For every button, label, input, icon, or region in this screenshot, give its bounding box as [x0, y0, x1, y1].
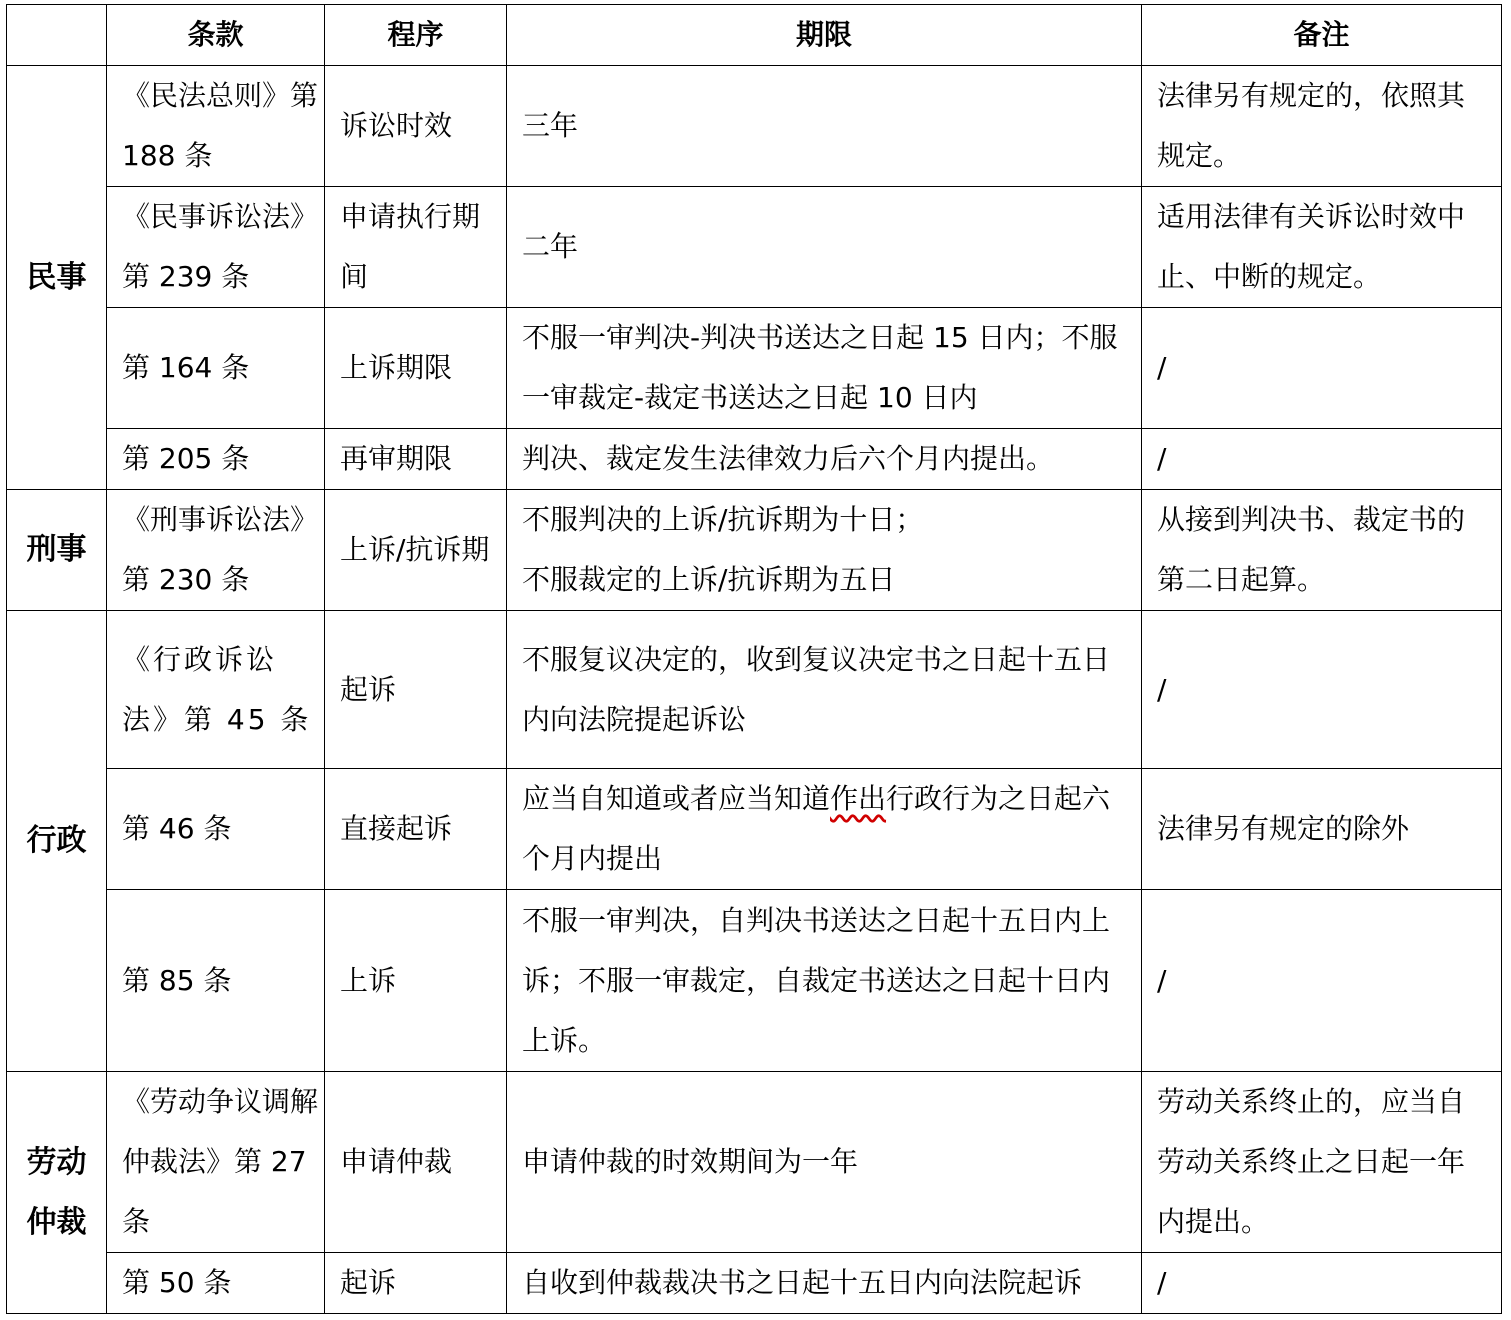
category-civil: 民事 — [7, 66, 107, 490]
note-cell: 劳动关系终止的，应当自劳动关系终止之日起一年内提出。 — [1142, 1072, 1502, 1253]
note-cell: 法律另有规定的除外 — [1142, 769, 1502, 890]
category-labor: 劳动仲裁 — [7, 1072, 107, 1314]
table-row — [7, 890, 1502, 1072]
clause-cell: 第 46 条 — [107, 769, 325, 890]
table-row — [7, 611, 1502, 769]
procedure-cell: 起诉 — [325, 611, 507, 769]
table-row — [7, 429, 1502, 490]
procedure-cell: 上诉期限 — [325, 308, 507, 429]
clause-cell: 《刑事诉讼法》第 230 条 — [107, 490, 325, 611]
table-row — [7, 1253, 1502, 1314]
clause-cell: 《行政诉讼法》第 45 条 — [107, 611, 325, 769]
period-cell: 自收到仲裁裁决书之日起十五日内向法院起诉 — [507, 1253, 1142, 1314]
header-clause: 条款 — [107, 5, 325, 66]
note-cell: 法律另有规定的，依照其规定。 — [1142, 66, 1502, 187]
clause-cell: 《民法总则》第 188 条 — [107, 66, 325, 187]
period-text: 行政行为之日起六个月内提出 — [522, 782, 1111, 875]
period-cell — [507, 769, 1142, 890]
period-cell: 不服一审判决-判决书送达之日起 15 日内；不服一审裁定-裁定书送达之日起 10 日内 — [507, 308, 1142, 429]
period-cell: 申请仲裁的时效期间为一年 — [507, 1072, 1142, 1253]
procedure-cell: 直接起诉 — [325, 769, 507, 890]
procedure-cell: 诉讼时效 — [325, 66, 507, 187]
procedure-cell: 再审期限 — [325, 429, 507, 490]
note-cell: / — [1142, 1253, 1502, 1314]
period-cell: 不服一审判决，自判决书送达之日起十五日内上诉；不服一审裁定，自裁定书送达之日起十日内上诉。 — [507, 890, 1142, 1072]
table-row — [7, 490, 1502, 611]
period-cell: 不服复议决定的，收到复议决定书之日起十五日内向法院提起诉讼 — [507, 611, 1142, 769]
note-cell: / — [1142, 308, 1502, 429]
category-admin: 行政 — [7, 611, 107, 1072]
table-row — [7, 1072, 1502, 1253]
period-cell: 判决、裁定发生法律效力后六个月内提出。 — [507, 429, 1142, 490]
period-cell: 三年 — [507, 66, 1142, 187]
procedure-cell: 申请执行期间 — [325, 187, 507, 308]
header-row — [7, 5, 1502, 66]
period-line: 不服判决的上诉/抗诉期为十日； — [522, 503, 924, 536]
clause-cell: 第 85 条 — [107, 890, 325, 1072]
note-cell: / — [1142, 429, 1502, 490]
note-cell: 适用法律有关诉讼时效中止、中断的规定。 — [1142, 187, 1502, 308]
period-cell: 二年 — [507, 187, 1142, 308]
header-period: 期限 — [507, 5, 1142, 66]
procedure-cell: 上诉 — [325, 890, 507, 1072]
header-procedure: 程序 — [325, 5, 507, 66]
deadline-table — [6, 4, 1502, 1314]
period-text: 应当自知道或者应当知道 — [522, 782, 831, 815]
note-cell: / — [1142, 890, 1502, 1072]
procedure-cell: 上诉/抗诉期 — [325, 490, 507, 611]
table-row — [7, 66, 1502, 187]
period-line: 不服裁定的上诉/抗诉期为五日 — [522, 563, 896, 596]
procedure-cell: 申请仲裁 — [325, 1072, 507, 1253]
table-row — [7, 308, 1502, 429]
clause-cell: 第 164 条 — [107, 308, 325, 429]
procedure-cell: 起诉 — [325, 1253, 507, 1314]
period-cell — [507, 490, 1142, 611]
clause-cell: 《民事诉讼法》第 239 条 — [107, 187, 325, 308]
category-criminal: 刑事 — [7, 490, 107, 611]
header-note: 备注 — [1142, 5, 1502, 66]
spellcheck-underlined-text: 作出 — [830, 782, 887, 815]
note-cell: / — [1142, 611, 1502, 769]
table-row — [7, 187, 1502, 308]
clause-cell: 第 50 条 — [107, 1253, 325, 1314]
table-row — [7, 769, 1502, 890]
clause-cell: 《劳动争议调解仲裁法》第 27 条 — [107, 1072, 325, 1253]
header-category — [7, 5, 107, 66]
clause-cell: 第 205 条 — [107, 429, 325, 490]
note-cell: 从接到判决书、裁定书的第二日起算。 — [1142, 490, 1502, 611]
